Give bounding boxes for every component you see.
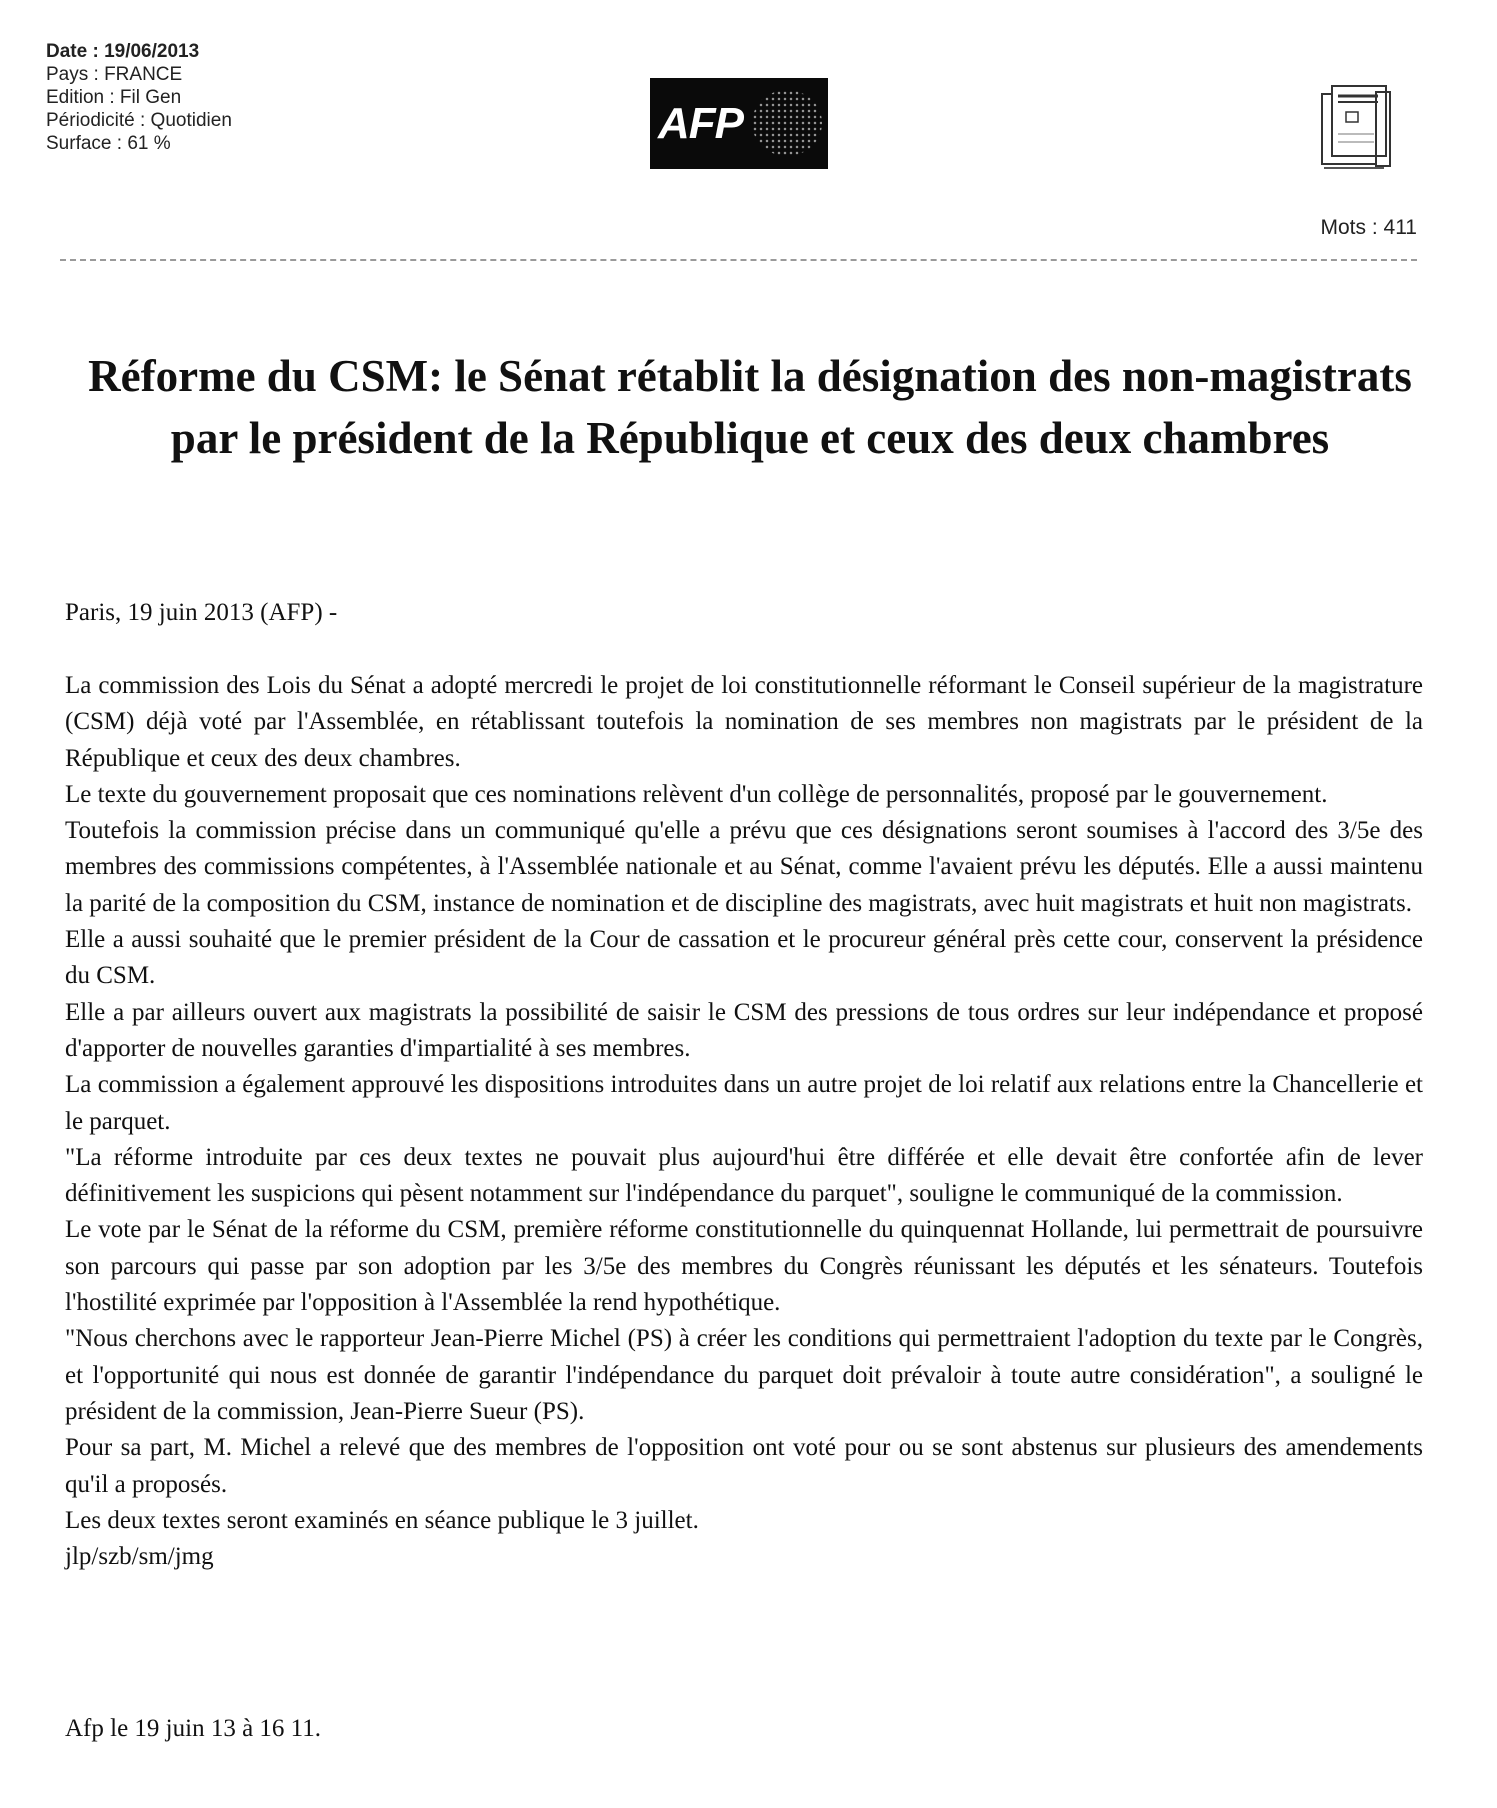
article-paragraph: Le vote par le Sénat de la réforme du CSM, première réforme constitutionnelle du quinquennat Hollande, lui permettrait de poursuivre son parcours qui passe par son adoption par les 3/5e des membres du Congrès réunissant les députés et les sénateurs. Toutefois l'hostilité exprimée par l'opposition à l'Assemblée la rend hypothétique. <box>65 1216 1423 1317</box>
word-count: Mots : 411 <box>1320 216 1417 239</box>
article-paragraph: "Nous cherchons avec le rapporteur Jean-Pierre Michel (PS) à créer les conditions qui permettraient l'adoption du texte par le Congrès, et l'opportunité qui nous est donnée de garantir l'indépendance du parquet doit prévaloir à toute autre considération", a souligné le président de la commission, Jean-Pierre Sueur (PS). <box>65 1325 1423 1425</box>
meta-date: Date : 19/06/2013 <box>46 41 200 62</box>
document-metadata <box>46 40 232 155</box>
article-paragraph: La commission des Lois du Sénat a adopté mercredi le projet de loi constitutionnelle réformant le Conseil supérieur de la magistrature (CSM) déjà voté par l'Assemblée, en rétablissant toutefois la nomination de ses membres non magistrats par le président de la République et ceux des deux chambres. <box>65 672 1423 772</box>
article-paragraph: La commission a également approuvé les dispositions introduites dans un autre projet de loi relatif aux relations entre la Chancellerie et le parquet. <box>65 1071 1423 1135</box>
meta-country: Pays : FRANCE <box>46 64 183 85</box>
article-paragraph: Pour sa part, M. Michel a relevé que des membres de l'opposition ont voté pour ou se sont abstenus sur plusieurs des amendements qu'il a proposés. <box>65 1434 1423 1498</box>
article-title: Réforme du CSM: le Sénat rétablit la désignation des non-magistrats par le président de la République et ceux des deux chambres <box>88 351 1412 463</box>
article-paragraph: Le texte du gouvernement proposait que ces nominations relèvent d'un collège de personnalités, proposé par le gouvernement. <box>65 780 1328 808</box>
meta-surface: Surface : 61 % <box>46 133 171 154</box>
article-paragraph: Elle a par ailleurs ouvert aux magistrats la possibilité de saisir le CSM des pressions de tous ordres sur leur indépendance et proposé d'apporter de nouvelles garanties d'impartialité à ses membres. <box>65 998 1423 1062</box>
dispatch-footer: Afp le 19 juin 13 à 16 11. <box>65 1715 321 1742</box>
globe-icon <box>752 90 822 156</box>
afp-logo <box>650 78 828 169</box>
author-signoff: jlp/szb/sm/jmg <box>65 1543 214 1571</box>
article-paragraph: Elle a aussi souhaité que le premier président de la Cour de cassation et le procureur général près cette cour, conservent la présidence du CSM. <box>65 926 1423 990</box>
article-paragraph: "La réforme introduite par ces deux textes ne pouvait plus aujourd'hui être différée et elle devait être confortée afin de lever définitivement les suspicions qui pèsent notamment sur l'indépendance du parquet", souligne le communiqué de la commission. <box>65 1143 1423 1208</box>
article-dateline: Paris, 19 juin 2013 (AFP) - <box>65 599 338 626</box>
meta-edition: Edition : Fil Gen <box>46 87 182 108</box>
article-paragraph: Les deux textes seront examinés en séance publique le 3 juillet. <box>65 1506 699 1534</box>
article-paragraph: Toutefois la commission précise dans un communiqué qu'elle a prévu que ces désignations seront soumises à l'accord des 3/5e des membres des commissions compétentes, à l'Assemblée nationale et au Sénat, comme l'avaient prévu les députés. Elle a aussi maintenu la parité de la composition du CSM, instance de nomination et de discipline des magistrats, avec huit magistrats et huit non magistrats. <box>65 817 1423 917</box>
stamp-icon <box>1318 82 1398 178</box>
meta-periodicity: Périodicité : Quotidien <box>46 110 232 131</box>
header-divider <box>60 259 1417 261</box>
article-body <box>65 668 1423 1575</box>
afp-logo-text: AFP <box>658 98 743 148</box>
